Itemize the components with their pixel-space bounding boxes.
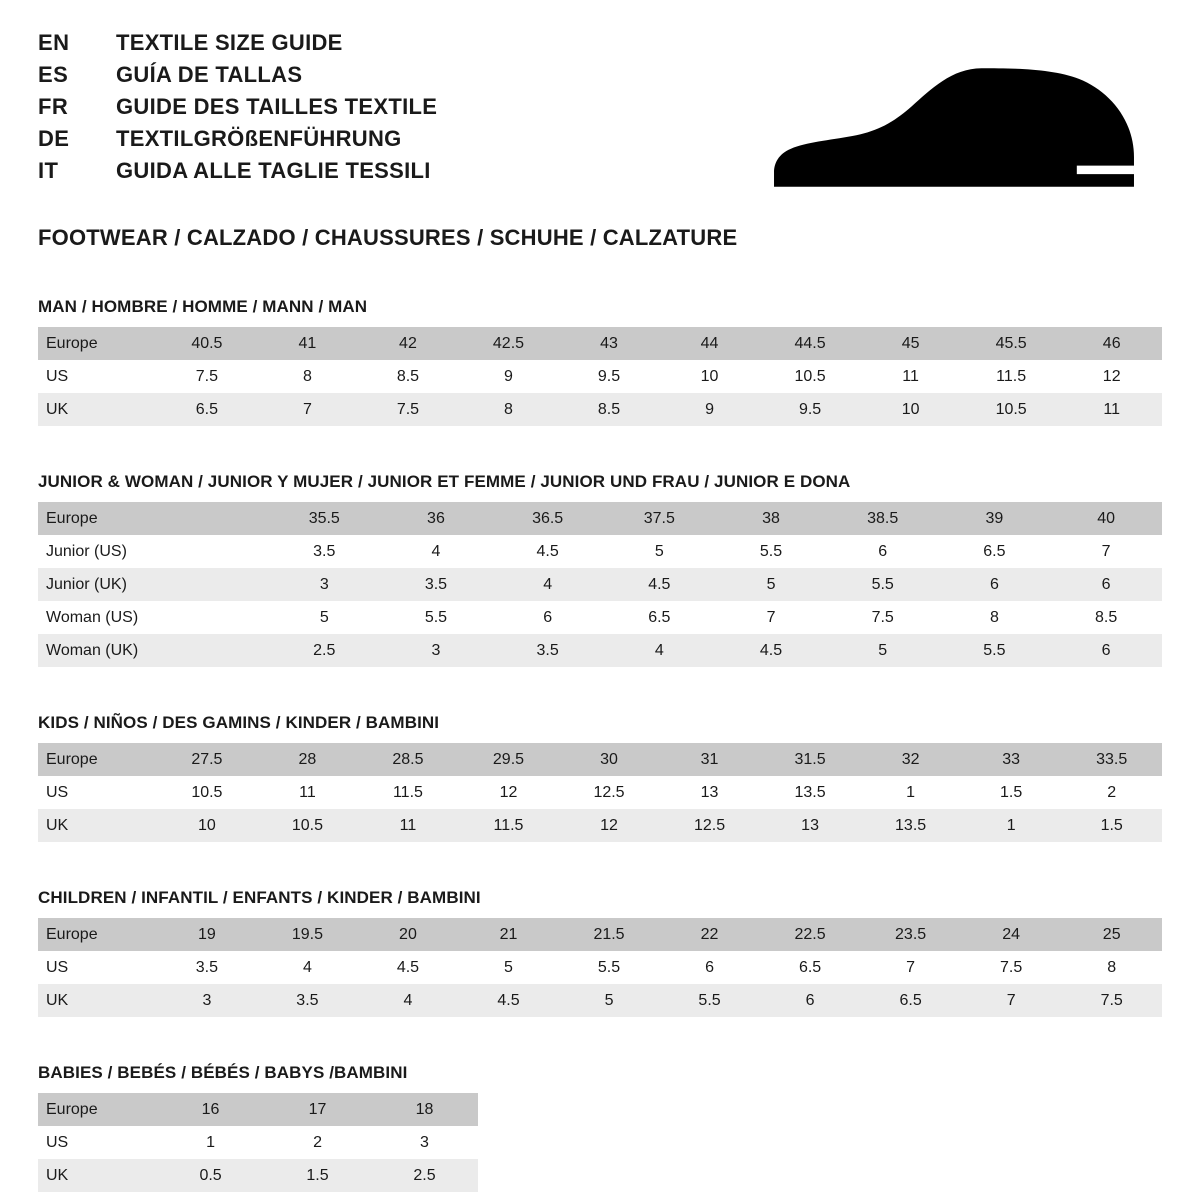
cell: 28 — [257, 743, 358, 776]
cell: 11.5 — [358, 776, 459, 809]
cell: 5.5 — [380, 601, 492, 634]
cell: 10 — [157, 809, 258, 842]
language-code: EN — [38, 30, 70, 55]
table-row — [38, 535, 1162, 568]
table-row — [38, 1159, 478, 1192]
cell: 1 — [860, 776, 961, 809]
dress-shoe-icon — [774, 64, 1134, 191]
cell: 8 — [257, 360, 358, 393]
cell: 6.5 — [860, 984, 961, 1017]
cell: 5 — [458, 951, 559, 984]
cell: 6 — [939, 568, 1051, 601]
group-label: KIDS / NIÑOS / DES GAMINS / KINDER / BAMBINI — [38, 713, 440, 733]
cell — [157, 568, 269, 601]
cell: 16 — [157, 1093, 264, 1126]
cell: 10 — [659, 360, 760, 393]
cell: 3 — [371, 1126, 478, 1159]
cell: 4.5 — [715, 634, 827, 667]
cell: 42 — [358, 327, 459, 360]
language-title: TEXTILE SIZE GUIDE — [116, 30, 343, 55]
cell: 44.5 — [760, 327, 861, 360]
table-row — [38, 918, 1162, 951]
cell: 12 — [559, 809, 660, 842]
cell: 24 — [961, 918, 1062, 951]
cell: 38 — [715, 502, 827, 535]
cell: 3.5 — [492, 634, 604, 667]
cell: 6 — [659, 951, 760, 984]
cell: 7 — [961, 984, 1062, 1017]
cell: 2 — [264, 1126, 371, 1159]
group-label: JUNIOR & WOMAN / JUNIOR Y MUJER / JUNIOR ET FEMME / JUNIOR UND FRAU / JUNIOR E DONA — [38, 472, 851, 492]
cell: 12.5 — [659, 809, 760, 842]
cell: 5 — [715, 568, 827, 601]
cell: 7.5 — [827, 601, 939, 634]
cell: 6 — [760, 984, 861, 1017]
cell: 43 — [559, 327, 660, 360]
cell: 4 — [603, 634, 715, 667]
cell: 5 — [827, 634, 939, 667]
cell: 6.5 — [939, 535, 1051, 568]
cell: 19 — [157, 918, 258, 951]
language-code: DE — [38, 126, 70, 151]
table-row — [38, 634, 1162, 667]
cell: 11 — [1061, 393, 1162, 426]
language-row — [38, 158, 437, 184]
table-row — [38, 743, 1162, 776]
language-title: GUIDE DES TAILLES TEXTILE — [116, 94, 438, 119]
table-row — [38, 327, 1162, 360]
cell: 3 — [157, 984, 258, 1017]
cell: 9 — [458, 360, 559, 393]
row-label: Europe — [38, 918, 157, 951]
cell: 19.5 — [257, 918, 358, 951]
cell: 3 — [380, 634, 492, 667]
cell: 3.5 — [380, 568, 492, 601]
row-label: US — [38, 776, 157, 809]
cell: 4 — [380, 535, 492, 568]
cell: 33.5 — [1061, 743, 1162, 776]
cell: 11.5 — [961, 360, 1062, 393]
cell: 17 — [264, 1093, 371, 1126]
cell: 5.5 — [939, 634, 1051, 667]
cell: 5.5 — [559, 951, 660, 984]
cell: 3.5 — [268, 535, 380, 568]
cell: 2.5 — [268, 634, 380, 667]
size-table — [38, 918, 1162, 1017]
page-header — [38, 30, 1162, 191]
cell: 1.5 — [961, 776, 1062, 809]
cell: 28.5 — [358, 743, 459, 776]
table-row — [38, 502, 1162, 535]
cell: 4.5 — [458, 984, 559, 1017]
size-table-kids — [38, 713, 1162, 842]
cell — [157, 634, 269, 667]
cell: 8.5 — [559, 393, 660, 426]
language-row — [38, 126, 437, 152]
size-table — [38, 327, 1162, 426]
row-label: UK — [38, 1159, 157, 1192]
cell: 42.5 — [458, 327, 559, 360]
row-label: UK — [38, 809, 157, 842]
language-code: ES — [38, 62, 69, 87]
category-title: FOOTWEAR / CALZADO / CHAUSSURES / SCHUHE / CALZATURE — [38, 225, 738, 251]
language-row — [38, 94, 437, 120]
cell: 8 — [939, 601, 1051, 634]
cell: 12 — [1061, 360, 1162, 393]
size-table-man — [38, 297, 1162, 426]
cell: 23.5 — [860, 918, 961, 951]
cell: 7.5 — [961, 951, 1062, 984]
cell: 21.5 — [559, 918, 660, 951]
cell: 4 — [492, 568, 604, 601]
table-row — [38, 393, 1162, 426]
row-label: Woman (UK) — [38, 634, 157, 667]
cell: 3 — [268, 568, 380, 601]
cell: 5 — [559, 984, 660, 1017]
cell: 25 — [1061, 918, 1162, 951]
size-table-junior-woman — [38, 472, 1162, 667]
cell: 13.5 — [860, 809, 961, 842]
cell: 6 — [827, 535, 939, 568]
row-label: Europe — [38, 327, 157, 360]
size-table-children — [38, 888, 1162, 1017]
cell — [157, 601, 269, 634]
cell: 4.5 — [358, 951, 459, 984]
cell: 7 — [1050, 535, 1162, 568]
cell: 1.5 — [264, 1159, 371, 1192]
language-title: GUÍA DE TALLAS — [116, 62, 303, 87]
cell: 45.5 — [961, 327, 1062, 360]
row-label: UK — [38, 393, 157, 426]
cell: 11 — [257, 776, 358, 809]
cell: 7 — [860, 951, 961, 984]
language-titles — [38, 30, 437, 190]
table-row — [38, 1126, 478, 1159]
cell: 11 — [358, 809, 459, 842]
cell: 4.5 — [492, 535, 604, 568]
row-label: US — [38, 951, 157, 984]
cell: 7 — [715, 601, 827, 634]
language-title: GUIDA ALLE TAGLIE TESSILI — [116, 158, 431, 183]
cell: 31.5 — [760, 743, 861, 776]
table-row — [38, 984, 1162, 1017]
cell: 45 — [860, 327, 961, 360]
cell: 4.5 — [603, 568, 715, 601]
cell: 41 — [257, 327, 358, 360]
cell: 13.5 — [760, 776, 861, 809]
cell: 32 — [860, 743, 961, 776]
table-row — [38, 1093, 478, 1126]
cell: 22.5 — [760, 918, 861, 951]
row-label: Woman (US) — [38, 601, 157, 634]
cell: 7.5 — [157, 360, 258, 393]
cell: 9.5 — [760, 393, 861, 426]
group-label: MAN / HOMBRE / HOMME / MANN / MAN — [38, 297, 368, 317]
language-code: FR — [38, 94, 69, 119]
cell: 40 — [1050, 502, 1162, 535]
cell: 5.5 — [659, 984, 760, 1017]
cell: 4 — [358, 984, 459, 1017]
row-label: US — [38, 1126, 157, 1159]
cell: 5.5 — [715, 535, 827, 568]
cell: 33 — [961, 743, 1062, 776]
cell: 8.5 — [358, 360, 459, 393]
cell — [157, 502, 269, 535]
table-row — [38, 776, 1162, 809]
cell: 40.5 — [157, 327, 258, 360]
size-table-babies — [38, 1063, 1162, 1192]
cell: 6 — [1050, 568, 1162, 601]
cell: 12.5 — [559, 776, 660, 809]
cell: 18 — [371, 1093, 478, 1126]
cell: 8 — [1061, 951, 1162, 984]
cell: 29.5 — [458, 743, 559, 776]
table-row — [38, 568, 1162, 601]
cell: 5 — [603, 535, 715, 568]
cell: 6.5 — [760, 951, 861, 984]
cell: 0.5 — [157, 1159, 264, 1192]
cell: 20 — [358, 918, 459, 951]
cell: 10.5 — [760, 360, 861, 393]
row-label: US — [38, 360, 157, 393]
cell: 5 — [268, 601, 380, 634]
cell: 27.5 — [157, 743, 258, 776]
row-label: Junior (US) — [38, 535, 157, 568]
row-label: Europe — [38, 1093, 157, 1126]
cell: 10.5 — [157, 776, 258, 809]
group-label: BABIES / BEBÉS / BÉBÉS / BABYS /BAMBINI — [38, 1063, 408, 1083]
cell: 7.5 — [358, 393, 459, 426]
language-row — [38, 30, 437, 56]
cell: 44 — [659, 327, 760, 360]
row-label: UK — [38, 984, 157, 1017]
cell: 37.5 — [603, 502, 715, 535]
cell: 8.5 — [1050, 601, 1162, 634]
table-row — [38, 360, 1162, 393]
cell: 36.5 — [492, 502, 604, 535]
cell: 46 — [1061, 327, 1162, 360]
row-label: Europe — [38, 743, 157, 776]
row-label: Europe — [38, 502, 157, 535]
cell: 36 — [380, 502, 492, 535]
cell: 7.5 — [1061, 984, 1162, 1017]
cell: 2.5 — [371, 1159, 478, 1192]
table-row — [38, 951, 1162, 984]
cell: 21 — [458, 918, 559, 951]
cell: 2 — [1061, 776, 1162, 809]
cell: 10.5 — [961, 393, 1062, 426]
cell: 1 — [157, 1126, 264, 1159]
cell: 22 — [659, 918, 760, 951]
row-label: Junior (UK) — [38, 568, 157, 601]
cell: 9 — [659, 393, 760, 426]
group-label: CHILDREN / INFANTIL / ENFANTS / KINDER / BAMBINI — [38, 888, 481, 908]
cell: 39 — [939, 502, 1051, 535]
cell: 13 — [659, 776, 760, 809]
cell: 3.5 — [157, 951, 258, 984]
cell: 31 — [659, 743, 760, 776]
cell: 6 — [1050, 634, 1162, 667]
language-code: IT — [38, 158, 59, 183]
table-row — [38, 809, 1162, 842]
cell: 7 — [257, 393, 358, 426]
cell: 6 — [492, 601, 604, 634]
cell: 12 — [458, 776, 559, 809]
cell: 11.5 — [458, 809, 559, 842]
cell: 30 — [559, 743, 660, 776]
cell: 10.5 — [257, 809, 358, 842]
size-table — [38, 502, 1162, 667]
cell: 13 — [760, 809, 861, 842]
cell: 9.5 — [559, 360, 660, 393]
language-row — [38, 62, 437, 88]
cell: 4 — [257, 951, 358, 984]
table-row — [38, 601, 1162, 634]
cell: 3.5 — [257, 984, 358, 1017]
size-table — [38, 743, 1162, 842]
cell: 5.5 — [827, 568, 939, 601]
cell — [157, 535, 269, 568]
size-table — [38, 1093, 478, 1192]
cell: 10 — [860, 393, 961, 426]
cell: 35.5 — [268, 502, 380, 535]
cell: 11 — [860, 360, 961, 393]
cell: 1.5 — [1061, 809, 1162, 842]
cell: 6.5 — [157, 393, 258, 426]
cell: 6.5 — [603, 601, 715, 634]
cell: 38.5 — [827, 502, 939, 535]
language-title: TEXTILGRÖßENFÜHRUNG — [116, 126, 402, 151]
cell: 8 — [458, 393, 559, 426]
cell: 1 — [961, 809, 1062, 842]
